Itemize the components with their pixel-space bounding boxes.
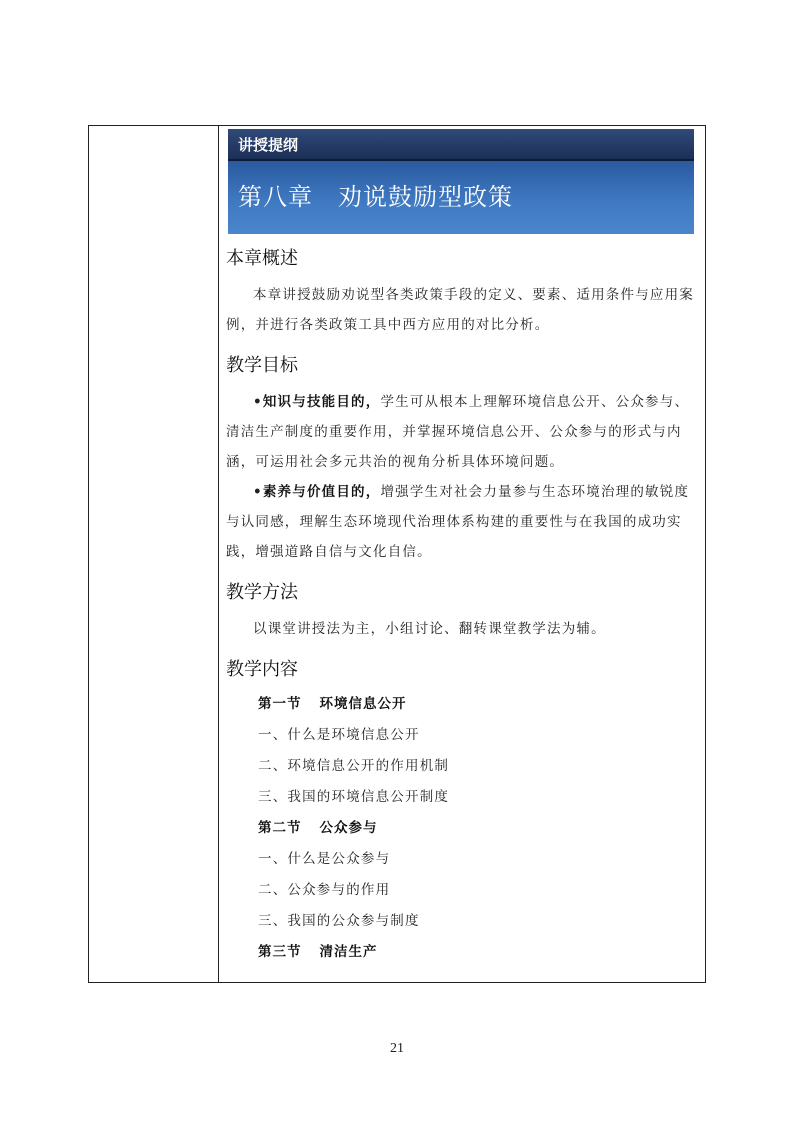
section-number: 第一节 xyxy=(258,696,302,712)
list-item: 三、我国的公众参与制度 xyxy=(258,913,420,929)
section-title: 公众参与 xyxy=(319,820,378,836)
list-item: 三、我国的环境信息公开制度 xyxy=(258,789,450,805)
list-item: 二、环境信息公开的作用机制 xyxy=(258,758,450,774)
objectives-section xyxy=(226,351,698,567)
list-item: 一、什么是环境信息公开 xyxy=(258,727,420,743)
section-title: 环境信息公开 xyxy=(319,696,407,712)
overview-section xyxy=(226,244,698,340)
objective-label: 知识与技能目的， xyxy=(262,394,381,410)
objective-item xyxy=(226,477,698,567)
bullet-icon: • xyxy=(253,484,263,500)
page-number: 21 xyxy=(390,1041,404,1056)
section-heading xyxy=(226,689,698,720)
overview-heading: 本章概述 xyxy=(226,248,298,269)
list-item: 一、什么是公众参与 xyxy=(258,851,391,867)
objective-item xyxy=(226,387,698,477)
contents-heading: 教学内容 xyxy=(226,659,298,680)
objective-text: 学生可从根本上理解环境信息公开、公众参与、清洁生产制度的重要作用，并掌握环境信息公开、公众参与的形式与内涵，可运用社会多元共治的视角分析具体环境问题。 xyxy=(226,394,690,470)
list-item: 二、公众参与的作用 xyxy=(258,882,391,898)
objective-label: 素养与价值目的， xyxy=(262,484,381,500)
lesson-content xyxy=(226,244,698,968)
table-left-column xyxy=(89,126,219,982)
methods-heading: 教学方法 xyxy=(226,582,298,603)
methods-section xyxy=(226,578,698,644)
banner-label: 讲授提纲 xyxy=(228,129,694,161)
lesson-table xyxy=(88,125,706,983)
contents-section xyxy=(226,655,698,968)
chapter-title: 第八章 劝说鼓励型政策 xyxy=(228,161,694,234)
bullet-icon: • xyxy=(253,394,263,410)
section-number: 第二节 xyxy=(258,820,302,836)
objectives-heading: 教学目标 xyxy=(226,355,298,376)
chapter-banner xyxy=(228,129,694,234)
table-right-column xyxy=(219,126,705,982)
methods-text: 以课堂讲授法为主，小组讨论、翻转课堂教学法为辅。 xyxy=(253,621,606,637)
section-heading xyxy=(226,937,698,968)
section-number: 第三节 xyxy=(258,944,302,960)
section-heading xyxy=(226,813,698,844)
overview-text: 本章讲授鼓励劝说型各类政策手段的定义、要素、适用条件与应用案例，并进行各类政策工具中西方应用的对比分析。 xyxy=(226,287,694,333)
section-title: 清洁生产 xyxy=(319,944,378,960)
objective-text: 增强学生对社会力量参与生态环境治理的敏锐度与认同感，理解生态环境现代治理体系构建的重要性与在我国的成功实践，增强道路自信与文化自信。 xyxy=(226,484,690,560)
